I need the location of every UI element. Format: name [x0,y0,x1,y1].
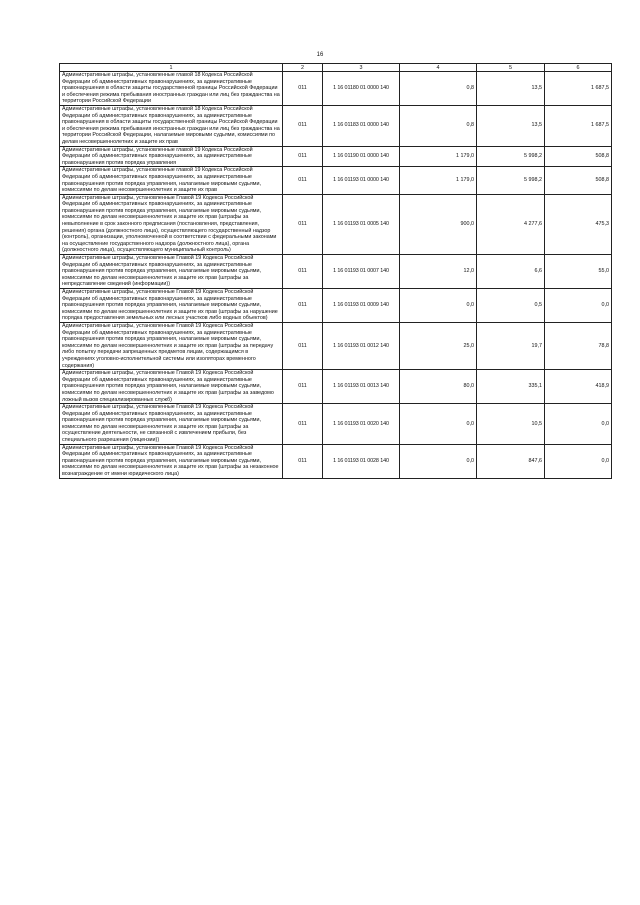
value-col6: 0,0 [545,404,612,445]
value-col4: 1 179,0 [400,146,477,167]
value-col4: 0,8 [400,105,477,146]
table-row [60,370,612,404]
value-col6: 0,0 [545,289,612,323]
admin-code: 011 [283,289,323,323]
column-header: 3 [323,64,400,72]
admin-code: 011 [283,105,323,146]
revenue-table [59,63,612,479]
value-col6: 1 687,5 [545,105,612,146]
budget-classification-code: 1 16 01193 01 0005 140 [323,194,400,254]
value-col5: 0,5 [477,289,545,323]
value-col5: 13,5 [477,105,545,146]
row-description: Административные штрафы, установленные Главой 19 Кодекса Российской Федерации об административных правонарушениях, за административные правонарушения против порядка управления, налагаемые мировыми судьями, комиссиями по делам несовершеннолетних и защите их прав (штрафы за передачу либо попытку передачи запрещенных предметов лицам, содержащимся в учреждениях уголовно-исполнительной системы или изоляторах временного содержания) [60,322,283,369]
row-description: Административные штрафы, установленные главой 19 Кодекса Российской Федерации об административных правонарушениях, за административные правонарушения против порядка управления, налагаемые мировыми судьями, комиссиями по делам несовершеннолетних и защите их прав [60,167,283,194]
value-col6: 55,0 [545,255,612,289]
budget-classification-code: 1 16 01193 01 0007 140 [323,255,400,289]
budget-classification-code: 1 16 01180 01 0000 140 [323,72,400,106]
admin-code: 011 [283,194,323,254]
value-col4: 0,0 [400,444,477,478]
value-col4: 12,0 [400,255,477,289]
page-number: 16 [316,52,324,58]
value-col4: 1 179,0 [400,167,477,194]
budget-classification-code: 1 16 01183 01 0000 140 [323,105,400,146]
value-col6: 475,3 [545,194,612,254]
budget-classification-code: 1 16 01193 01 0028 140 [323,444,400,478]
budget-classification-code: 1 16 01193 01 0020 140 [323,404,400,445]
admin-code: 011 [283,444,323,478]
table-row [60,289,612,323]
value-col6: 418,9 [545,370,612,404]
value-col5: 5 998,2 [477,146,545,167]
value-col5: 4 277,6 [477,194,545,254]
column-number-row [60,64,612,72]
row-description: Административные штрафы, установленные главой 18 Кодекса Российской Федерации об административных правонарушениях, за административные правонарушения в области защиты государственной границы Российской Федерации и обеспечения режима пребывания иностранных граждан или лиц без гражданства на территории Российской Федерации [60,72,283,106]
row-description: Административные штрафы, установленные главой 19 Кодекса Российской Федерации об административных правонарушениях, за административные правонарушения против порядка управления [60,146,283,167]
budget-classification-code: 1 16 01193 01 0013 140 [323,370,400,404]
value-col6: 78,8 [545,322,612,369]
admin-code: 011 [283,167,323,194]
row-description: Административные штрафы, установленные главой 18 Кодекса Российской Федерации об административных правонарушениях, за административные правонарушения в области защиты государственной границы Российской Федерации и обеспечения режима пребывания иностранных граждан или лиц без гражданства на территории Российской Федерации, налагаемые мировыми судьями, комиссиями по делам несовершеннолетних и защите их прав [60,105,283,146]
value-col5: 13,5 [477,72,545,106]
admin-code: 011 [283,322,323,369]
value-col4: 80,0 [400,370,477,404]
column-header: 4 [400,64,477,72]
table-row [60,444,612,478]
value-col5: 847,6 [477,444,545,478]
column-header: 6 [545,64,612,72]
table-row [60,105,612,146]
value-col4: 900,0 [400,194,477,254]
budget-classification-code: 1 16 01193 01 0012 140 [323,322,400,369]
column-header: 2 [283,64,323,72]
admin-code: 011 [283,72,323,106]
budget-classification-code: 1 16 01193 01 0000 140 [323,167,400,194]
budget-classification-code: 1 16 01193 01 0009 140 [323,289,400,323]
column-header: 5 [477,64,545,72]
row-description: Административные штрафы, установленные Главой 19 Кодекса Российской Федерации об административных правонарушениях, за административные правонарушения против порядка управления, налагаемые мировыми судьями, комиссиями по делам несовершеннолетних и защите их прав (штрафы за нарушение порядка предоставления земельных или лесных участков либо водных объектов) [60,289,283,323]
value-col4: 0,8 [400,72,477,106]
value-col5: 6,6 [477,255,545,289]
admin-code: 011 [283,404,323,445]
value-col5: 10,5 [477,404,545,445]
row-description: Административные штрафы, установленные Главой 19 Кодекса Российской Федерации об административных правонарушениях, за административные правонарушения против порядка управления, налагаемые мировыми судьями, комиссиями по делам несовершеннолетних и защите их прав (штрафы за заведомо ложный вызов специализированных служб) [60,370,283,404]
value-col5: 19,7 [477,322,545,369]
value-col5: 335,1 [477,370,545,404]
table-row [60,255,612,289]
value-col4: 0,0 [400,404,477,445]
row-description: Административные штрафы, установленные Главой 19 Кодекса Российской Федерации об административных правонарушениях, за административные правонарушения против порядка управления, налагаемые мировыми судьями, комиссиями по делам несовершеннолетних и защите их прав (штрафы за незаконное вознаграждение от имени юридического лица) [60,444,283,478]
value-col6: 0,0 [545,444,612,478]
value-col6: 508,8 [545,167,612,194]
table-row [60,194,612,254]
value-col6: 508,8 [545,146,612,167]
row-description: Административные штрафы, установленные Главой 19 Кодекса Российской Федерации об административных правонарушениях, за административные правонарушения против порядка управления, налагаемые мировыми судьями, комиссиями по делам несовершеннолетних и защите их прав (штрафы за непредставление сведений (информации)) [60,255,283,289]
table-row [60,322,612,369]
value-col4: 25,0 [400,322,477,369]
row-description: Административные штрафы, установленные Главой 19 Кодекса Российской Федерации об административных правонарушениях, за административные правонарушения против порядка управления, налагаемые мировыми судьями, комиссиями по делам несовершеннолетних и защите их прав (штрафы за невыполнение в срок законного предписания (постановления, представления, решения) органа (должностного лица), осуществляющего государственный надзор (контроль), организации, уполномоченной в соответствии с федеральными законами на осуществление государственного надзора (должностного лица), органа (должностного лица), осуществляющего муниципальный контроль) [60,194,283,254]
table-row [60,72,612,106]
value-col6: 1 687,5 [545,72,612,106]
value-col4: 0,0 [400,289,477,323]
admin-code: 011 [283,370,323,404]
table-row [60,167,612,194]
admin-code: 011 [283,255,323,289]
admin-code: 011 [283,146,323,167]
table-row [60,146,612,167]
value-col5: 5 998,2 [477,167,545,194]
row-description: Административные штрафы, установленные Главой 19 Кодекса Российской Федерации об административных правонарушениях, за административные правонарушения против порядка управления, налагаемые мировыми судьями, комиссиями по делам несовершеннолетних и защите их прав (штрафы за осуществление деятельности, не связанной с извлечением прибыли, без специального разрешения (лицензии)) [60,404,283,445]
table-row [60,404,612,445]
budget-classification-code: 1 16 01190 01 0000 140 [323,146,400,167]
column-header: 1 [60,64,283,72]
